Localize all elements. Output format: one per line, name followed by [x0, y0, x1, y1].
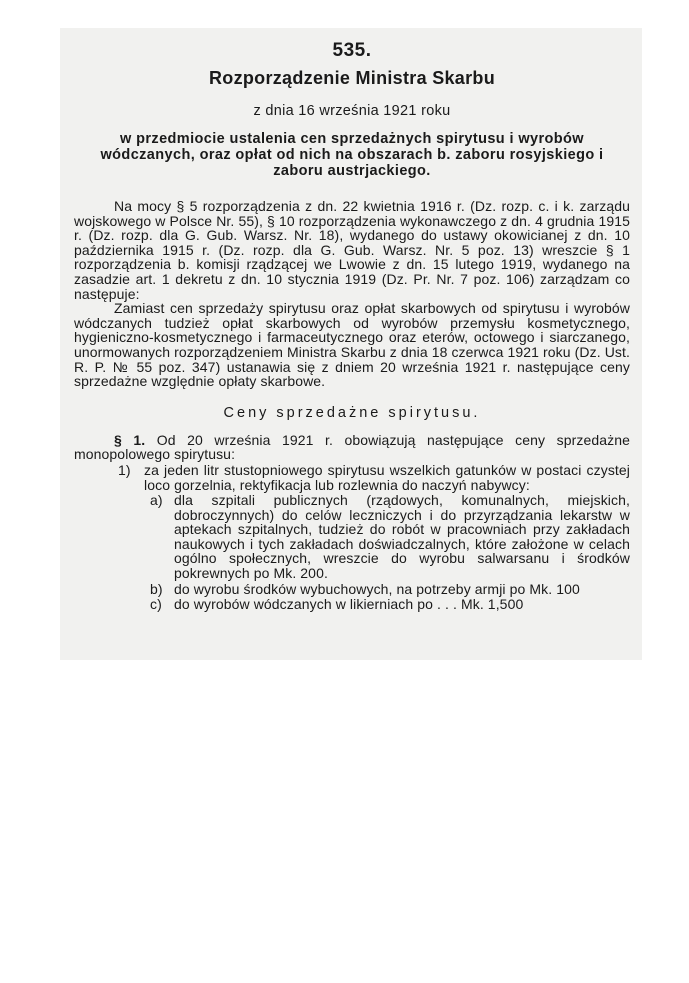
- list-item-label: 1): [118, 461, 131, 478]
- section-heading: Ceny sprzedażne spirytusu.: [223, 404, 481, 421]
- document-body: [74, 36, 630, 612]
- sub-item-label: a): [150, 492, 163, 509]
- intro-paragraph: Na mocy § 5 rozporządzenia z dn. 22 kwietnia 1916 r. (Dz. rozp. c. i k. zarządu wojskowego w Polsce Nr. 55), § 10 rozporządzenia wykonawczego z dn. 4 grudnia 1915 r. (Dz. rozp. dla G. Gub. Warsz. Nr. 18), wydanego do ustawy okowicianej z dn. 10 października 1915 r. (Dz. rozp. dla G. Gub. Warsz. Nr. 5 poz. 13) wreszcie § 1 rozporządzenia b. komisji rządzącej we Lwowie z dn. 15 lutego 1919, wydanego na zasadzie art. 1 dekretu z dn. 10 stycznia 1919 (Dz. Pr. Nr. 7 poz. 106) zarządzam co następuje:: [74, 198, 630, 302]
- sub-item-a: [74, 493, 630, 581]
- second-paragraph: Zamiast cen sprzedaży spirytusu oraz opłat skarbowych od spirytusu i wyrobów wódczanych tudzież opłat skarbowych od wyrobów przemysłu kosmetycznego, hygieniczno-kosmetycznego i farmaceutycznego oraz eterów, octowego i siarczanego, unormowanych rozporządzeniem Ministra Skarbu z dnia 18 czerwca 1921 roku (Dz. Ust. R. P. № 55 poz. 347) ustanawia się z dniem 20 września 1921 r. następujące ceny sprzedażne względnie opłaty skarbowe.: [74, 300, 630, 390]
- date-line: z dnia 16 września 1921 roku: [253, 103, 451, 119]
- sub-item-b: [74, 582, 630, 597]
- sub-item-c: [74, 597, 630, 612]
- paragraph-1-text: Od 20 września 1921 r. obowiązują następujące ceny sprzedażne monopolowego spirytusu:: [74, 431, 630, 463]
- sub-item-text: do wyrobów wódczanych w likierniach po . . . Mk. 1,500: [174, 596, 524, 613]
- sub-item-label: b): [150, 580, 163, 597]
- list-item-text: za jeden litr stustopniowego spirytusu wszelkich gatunków w postaci czystej loco gorzelnia, rektyfikacja lub rozlewnia do naczyń nabywcy:: [144, 461, 630, 493]
- list-item: [74, 463, 630, 492]
- document-title: Rozporządzenie Ministra Skarbu: [208, 68, 496, 88]
- sub-item-label: c): [150, 596, 162, 613]
- sub-item-text: do wyrobu środków wybuchowych, na potrzeby armji po Mk. 100: [174, 580, 580, 597]
- paragraph-1-label: § 1.: [114, 431, 146, 448]
- paragraph-1: [74, 433, 630, 462]
- page-number: 535.: [332, 40, 372, 61]
- sub-item-text: dla szpitali publicznych (rządowych, komunalnych, miejskich, dobroczynnych) do celów leczniczych i do przyrządzania lekarstw w aptekach szpitalnych, tudzież do robót w pracowniach przy zakładach naukowych i tych zakładach doświadczalnych, które założone w celach ogólno społecznych, wreszcie do wyrobu salwarsanu i środków pokrewnych po Mk. 200.: [174, 492, 630, 582]
- subject-heading: w przedmiocie ustalenia cen sprzedażnych spirytusu i wyrobów wódczanych, oraz opłat od nich na obszarach b. zaboru rosyjskiego i zaboru austrjackiego.: [100, 131, 604, 179]
